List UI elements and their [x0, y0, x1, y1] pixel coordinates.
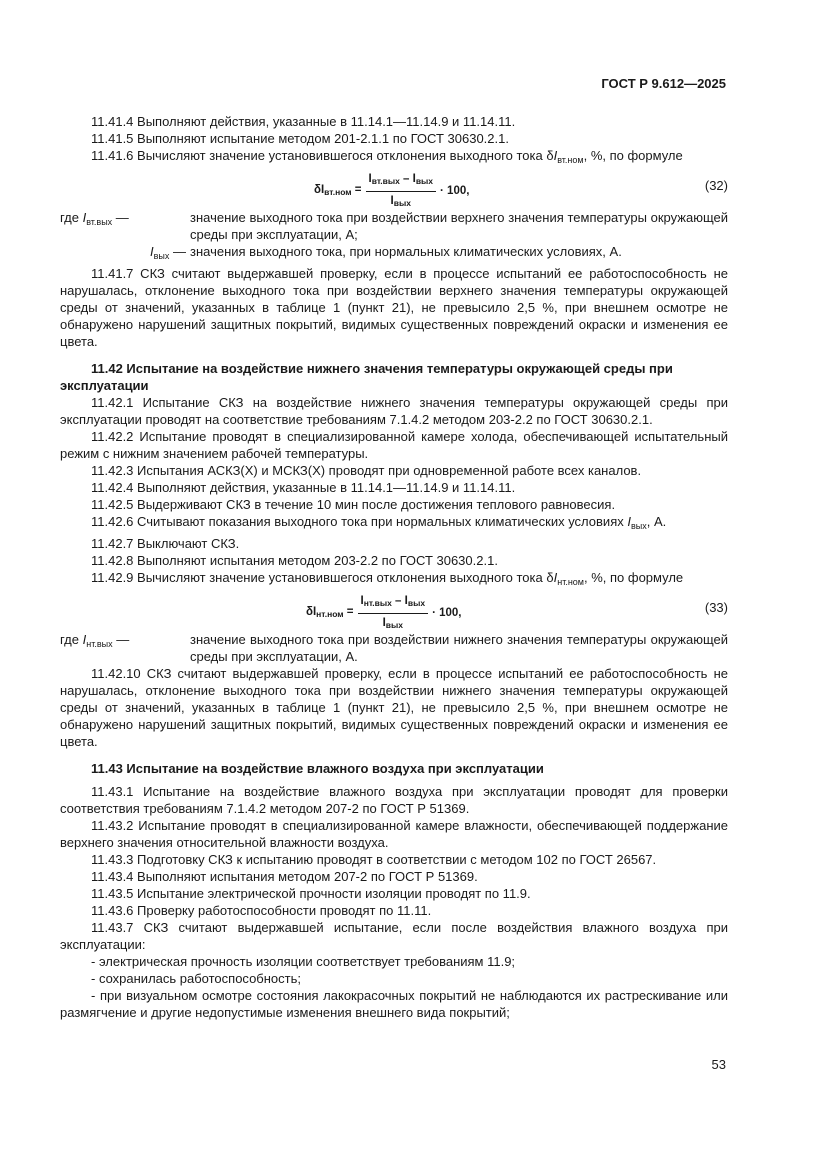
section-heading-11-42: 11.42 Испытание на воздействие нижнего значения температуры окружающей среды при эксплуатации: [60, 361, 673, 393]
formula-eq: =: [351, 184, 362, 196]
formula-lhs-symbol: δI: [306, 606, 317, 618]
clause-11-42-1: 11.42.1 Испытание СКЗ на воздействие нижнего значения температуры окружающей среды при эксплуатации проводят на соответствие требованиям 7.1.4.2 методом 203-2.2 по ГОСТ 30630.2.1.: [60, 395, 728, 427]
clause-11-42-8: 11.42.8 Выполняют испытания методом 203-2.2 по ГОСТ 30630.2.1.: [91, 553, 498, 568]
var-subscript: вт.ном: [557, 155, 584, 165]
formula-number: (32): [704, 178, 728, 193]
num-a: I: [368, 173, 372, 185]
den-sub: вых: [393, 198, 411, 208]
clause-11-42-7: 11.42.7 Выключают СКЗ.: [91, 536, 240, 551]
clause-11-41-6: [60, 147, 728, 169]
clause-11-43-1: 11.43.1 Испытание на воздействие влажного воздуха при эксплуатации проводят для проверки соответствия требованиям 7.1.4.2 методом 207-2 по ГОСТ Р 51369.: [60, 784, 728, 816]
where-definition-1: [60, 631, 728, 665]
clause-11-42-10: 11.42.10 СКЗ считают выдержавшей проверку, если в процессе испытаний ее работоспособность не нарушалась, отклонение выходного тока при воздействии нижнего значения температуры окружающей среды от значений, указанных в таблице 1 (пункт 21), не превысило 2,5 %, при внешнем осмотре не обнаружено нарушений защитных покрытий, видимых существенных повреждений окраски и изменения ее цвета.: [60, 666, 728, 749]
where-definition-1: [60, 209, 728, 243]
where-label: [60, 243, 190, 265]
den: I: [390, 195, 394, 207]
clause-11-41-5: 11.41.5 Выполняют испытание методом 201-2.1.1 по ГОСТ 30630.2.1.: [91, 131, 509, 146]
clause-text: , А.: [646, 514, 667, 529]
clause-11-43-2: 11.43.2 Испытание проводят в специализированной камере влажности, обеспечивающей поддержание верхнего значения относительной влажности воздуха.: [60, 818, 728, 850]
clause-11-43-3: 11.43.3 Подготовку СКЗ к испытанию проводят в соответствии с методом 102 по ГОСТ 26567.: [91, 852, 657, 867]
den: I: [382, 617, 386, 629]
var-subscript: вых: [153, 251, 170, 261]
num-a-sub: нт.вых: [363, 598, 392, 608]
clause-text: 11.41.6 Вычисляют значение установившегося отклонения выходного тока δ: [91, 148, 554, 163]
clause-11-42-5: 11.42.5 Выдерживают СКЗ в течение 10 мин после достижения теплового равновесия.: [91, 497, 616, 512]
den-sub: вых: [385, 620, 403, 630]
var-symbol: I: [150, 244, 154, 259]
var-subscript: нт.ном: [557, 577, 584, 587]
num-b-sub: вых: [415, 176, 434, 186]
clause-11-41-7: 11.41.7 СКЗ считают выдержавшей проверку, если в процессе испытаний ее работоспособность не нарушалась, отклонение выходного тока при воздействии верхнего значения температуры окружающей среды от значений, указанных в таблице 1 (пункт 21), не превысило 2,5 %, при внешнем осмотре не обнаружено нарушений защитных покрытий, видимых существенных повреждений окраски и изменения ее цвета.: [60, 266, 728, 349]
dash: —: [112, 210, 129, 225]
var-subscript: нт.вых: [86, 639, 113, 649]
formula-numerator: [358, 593, 429, 614]
num-a: I: [360, 595, 364, 607]
where-definition-2: [60, 243, 728, 265]
formula-lhs: [314, 182, 362, 201]
where-text: значение выходного тока при воздействии нижнего значения температуры окружающей среды при эксплуатации, А.: [190, 632, 728, 664]
var-symbol: I: [553, 148, 558, 163]
where-text: значение выходного тока при воздействии верхнего значения температуры окружающей среды при эксплуатации, А;: [190, 210, 728, 242]
clause-text: 11.42.9 Вычисляют значение установившегося отклонения выходного тока δ: [91, 570, 554, 585]
clause-11-43-4: 11.43.4 Выполняют испытания методом 207-2 по ГОСТ Р 51369.: [91, 869, 478, 884]
formula-32: [60, 169, 728, 209]
list-item: - сохранилась работоспособность;: [91, 971, 301, 986]
clause-11-43-5: 11.43.5 Испытание электрической прочности изоляции проводят по 11.9.: [91, 886, 531, 901]
formula-fraction: [358, 593, 429, 634]
dash: —: [169, 244, 186, 259]
formula-eq: =: [343, 606, 354, 618]
clause-text: , %, по формуле: [583, 570, 684, 585]
num-b-sub: вых: [407, 598, 426, 608]
where-label: [60, 631, 190, 665]
clause-11-41-4: 11.41.4 Выполняют действия, указанные в 11.14.1—11.14.9 и 11.14.11.: [91, 114, 516, 129]
clause-text: , %, по формуле: [583, 148, 683, 163]
clause-11-42-2: 11.42.2 Испытание проводят в специализированной камере холода, обеспечивающей испытательный режим с нижним значением рабочей температуры.: [60, 429, 728, 461]
formula-tail: · 100,: [440, 185, 470, 197]
formula-denominator: [383, 614, 403, 634]
formula-lhs-symbol: δI: [314, 184, 325, 196]
formula-tail: · 100,: [432, 607, 462, 619]
num-b: I: [412, 173, 416, 185]
clause-text: 11.42.6 Считывают показания выходного тока при нормальных климатических условиях: [91, 514, 628, 529]
var-subscript: вых: [630, 521, 647, 531]
clause-11-43-6: 11.43.6 Проверку работоспособности проводят по 11.11.: [91, 903, 432, 918]
formula-number: (33): [704, 600, 728, 615]
formula-fraction: [366, 171, 437, 212]
clause-11-42-4: 11.42.4 Выполняют действия, указанные в 11.14.1—11.14.9 и 11.14.11.: [91, 480, 516, 495]
page-number: 53: [711, 1057, 726, 1072]
minus: –: [391, 595, 405, 607]
where-label: [60, 209, 190, 243]
minus: –: [399, 173, 413, 185]
formula-lhs: [306, 604, 354, 623]
page-body: [60, 113, 728, 1021]
clause-11-42-9: [60, 569, 728, 591]
formula-33: [60, 591, 728, 631]
list-item: - при визуальном осмотре состояния лакокрасочных покрытий не наблюдаются их растрескивание или размягчение и другие недопустимые изменения внешнего вида покрытий;: [60, 988, 728, 1020]
clause-11-42-3: 11.42.3 Испытания АСКЗ(Х) и МСКЗ(Х) проводят при одновременной работе всех каналов.: [91, 463, 642, 478]
var-symbol: I: [627, 514, 631, 529]
document-code-header: ГОСТ Р 9.612—2025: [601, 76, 726, 91]
where-prefix: где: [60, 632, 83, 647]
list-item: - электрическая прочность изоляции соответствует требованиям 11.9;: [91, 954, 516, 969]
formula-lhs-sub: вт.ном: [324, 187, 352, 197]
var-symbol: I: [553, 570, 558, 585]
formula-expression: [314, 171, 469, 212]
dash: —: [112, 632, 130, 647]
where-text: значения выходного тока, при нормальных климатических условиях, А.: [190, 244, 622, 259]
formula-lhs-sub: нт.ном: [316, 609, 344, 619]
var-symbol: I: [82, 210, 87, 225]
clause-11-42-6: [60, 513, 728, 535]
var-symbol: I: [82, 632, 87, 647]
where-prefix: где: [60, 210, 83, 225]
clause-11-43-7: 11.43.7 СКЗ считают выдержавшей испытание, если после воздействия влажного воздуха при эксплуатации:: [60, 920, 728, 952]
formula-expression: [306, 593, 461, 634]
formula-numerator: [366, 171, 437, 192]
var-subscript: вт.вых: [86, 217, 113, 227]
section-heading-11-43: 11.43 Испытание на воздействие влажного воздуха при эксплуатации: [91, 761, 544, 776]
num-b: I: [404, 595, 408, 607]
formula-denominator: [391, 192, 411, 212]
num-a-sub: вт.вых: [371, 176, 400, 186]
